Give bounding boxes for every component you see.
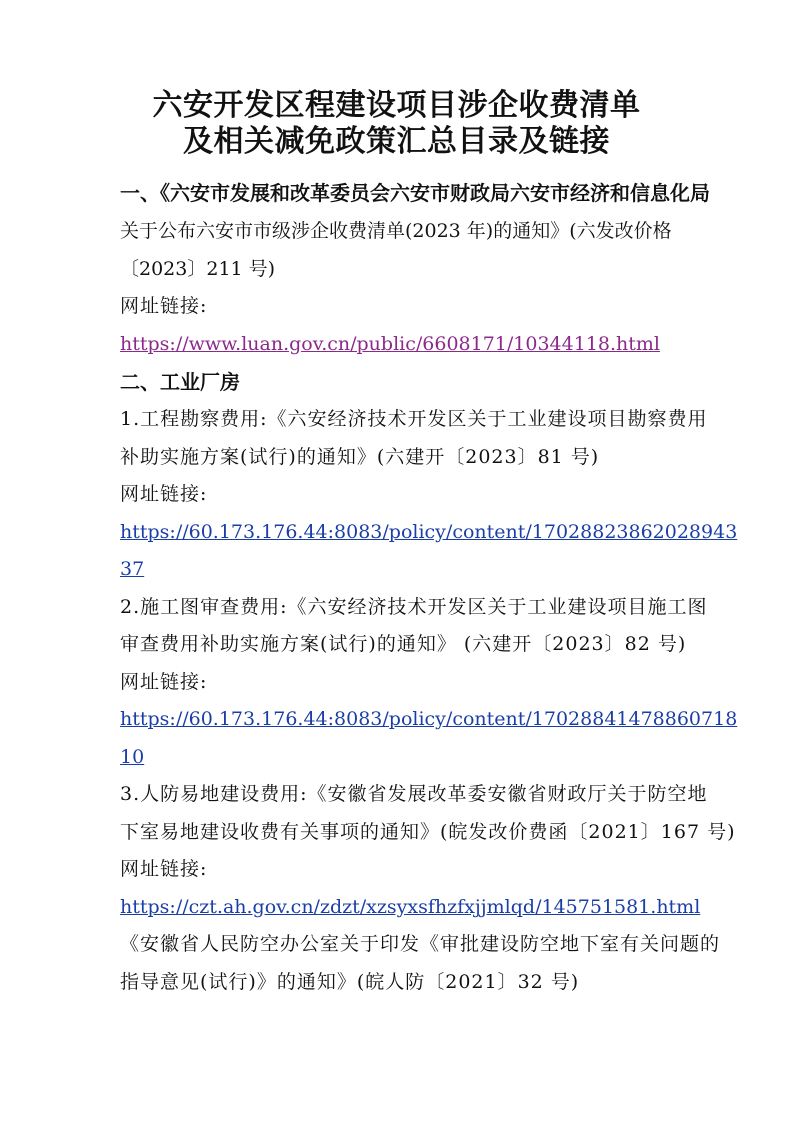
section-1-line-3: 〔2023〕211 号) bbox=[120, 258, 276, 280]
item-1-line-1: 1.工程勘察费用:《六安经济技术开发区关于工业建设项目勘察费用 bbox=[120, 408, 708, 430]
document-title-line-1: 六安开发区程建设项目涉企收费清单 bbox=[152, 88, 641, 123]
item-3-link[interactable]: https://czt.ah.gov.cn/zdzt/xzsyxsfhzfxjjmlqd/145751581.html bbox=[120, 896, 701, 918]
item-1-link-line-1[interactable]: https://60.173.176.44:8083/policy/content/17028823862028943 bbox=[120, 521, 738, 543]
section-1-line-1: 一、《六安市发展和改革委员会六安市财政局六安市经济和信息化局 bbox=[120, 181, 710, 205]
section-1-line-2: 关于公布六安市市级涉企收费清单(2023 年)的通知》(六发改价格 bbox=[120, 220, 672, 242]
item-2-line-1: 2.施工图审查费用:《六安经济技术开发区关于工业建设项目施工图 bbox=[120, 596, 708, 618]
section-2-heading: 二、工业厂房 bbox=[120, 370, 240, 394]
document-title-line-2: 及相关减免政策汇总目录及链接 bbox=[183, 124, 610, 159]
item-2-line-2: 审查费用补助实施方案(试行)的通知》 (六建开〔2023〕82 号) bbox=[120, 633, 687, 655]
section-1-link-label: 网址链接: bbox=[120, 295, 208, 317]
item-2-link-line-2[interactable]: 10 bbox=[120, 746, 145, 768]
item-3-line-4: 指导意见(试行)》的通知》(皖人防〔2021〕32 号) bbox=[120, 971, 580, 993]
item-3-link-label: 网址链接: bbox=[120, 858, 208, 880]
item-3-line-1: 3.人防易地建设费用:《安徽省发展改革委安徽省财政厅关于防空地 bbox=[120, 783, 708, 805]
item-2-link-label: 网址链接: bbox=[120, 671, 208, 693]
item-1-link-line-2[interactable]: 37 bbox=[120, 558, 145, 580]
item-1-link-label: 网址链接: bbox=[120, 483, 208, 505]
item-3-line-3: 《安徽省人民防空办公室关于印发《审批建设防空地下室有关问题的 bbox=[120, 933, 721, 955]
section-1-link[interactable]: https://www.luan.gov.cn/public/6608171/10344118.html bbox=[120, 333, 661, 355]
item-1-line-2: 补助实施方案(试行)的通知》(六建开〔2023〕81 号) bbox=[120, 446, 600, 468]
item-3-line-2: 下室易地建设收费有关事项的通知》(皖发改价费函〔2021〕167 号) bbox=[120, 821, 736, 843]
item-2-link-line-1[interactable]: https://60.173.176.44:8083/policy/content/17028841478860718 bbox=[120, 708, 738, 730]
